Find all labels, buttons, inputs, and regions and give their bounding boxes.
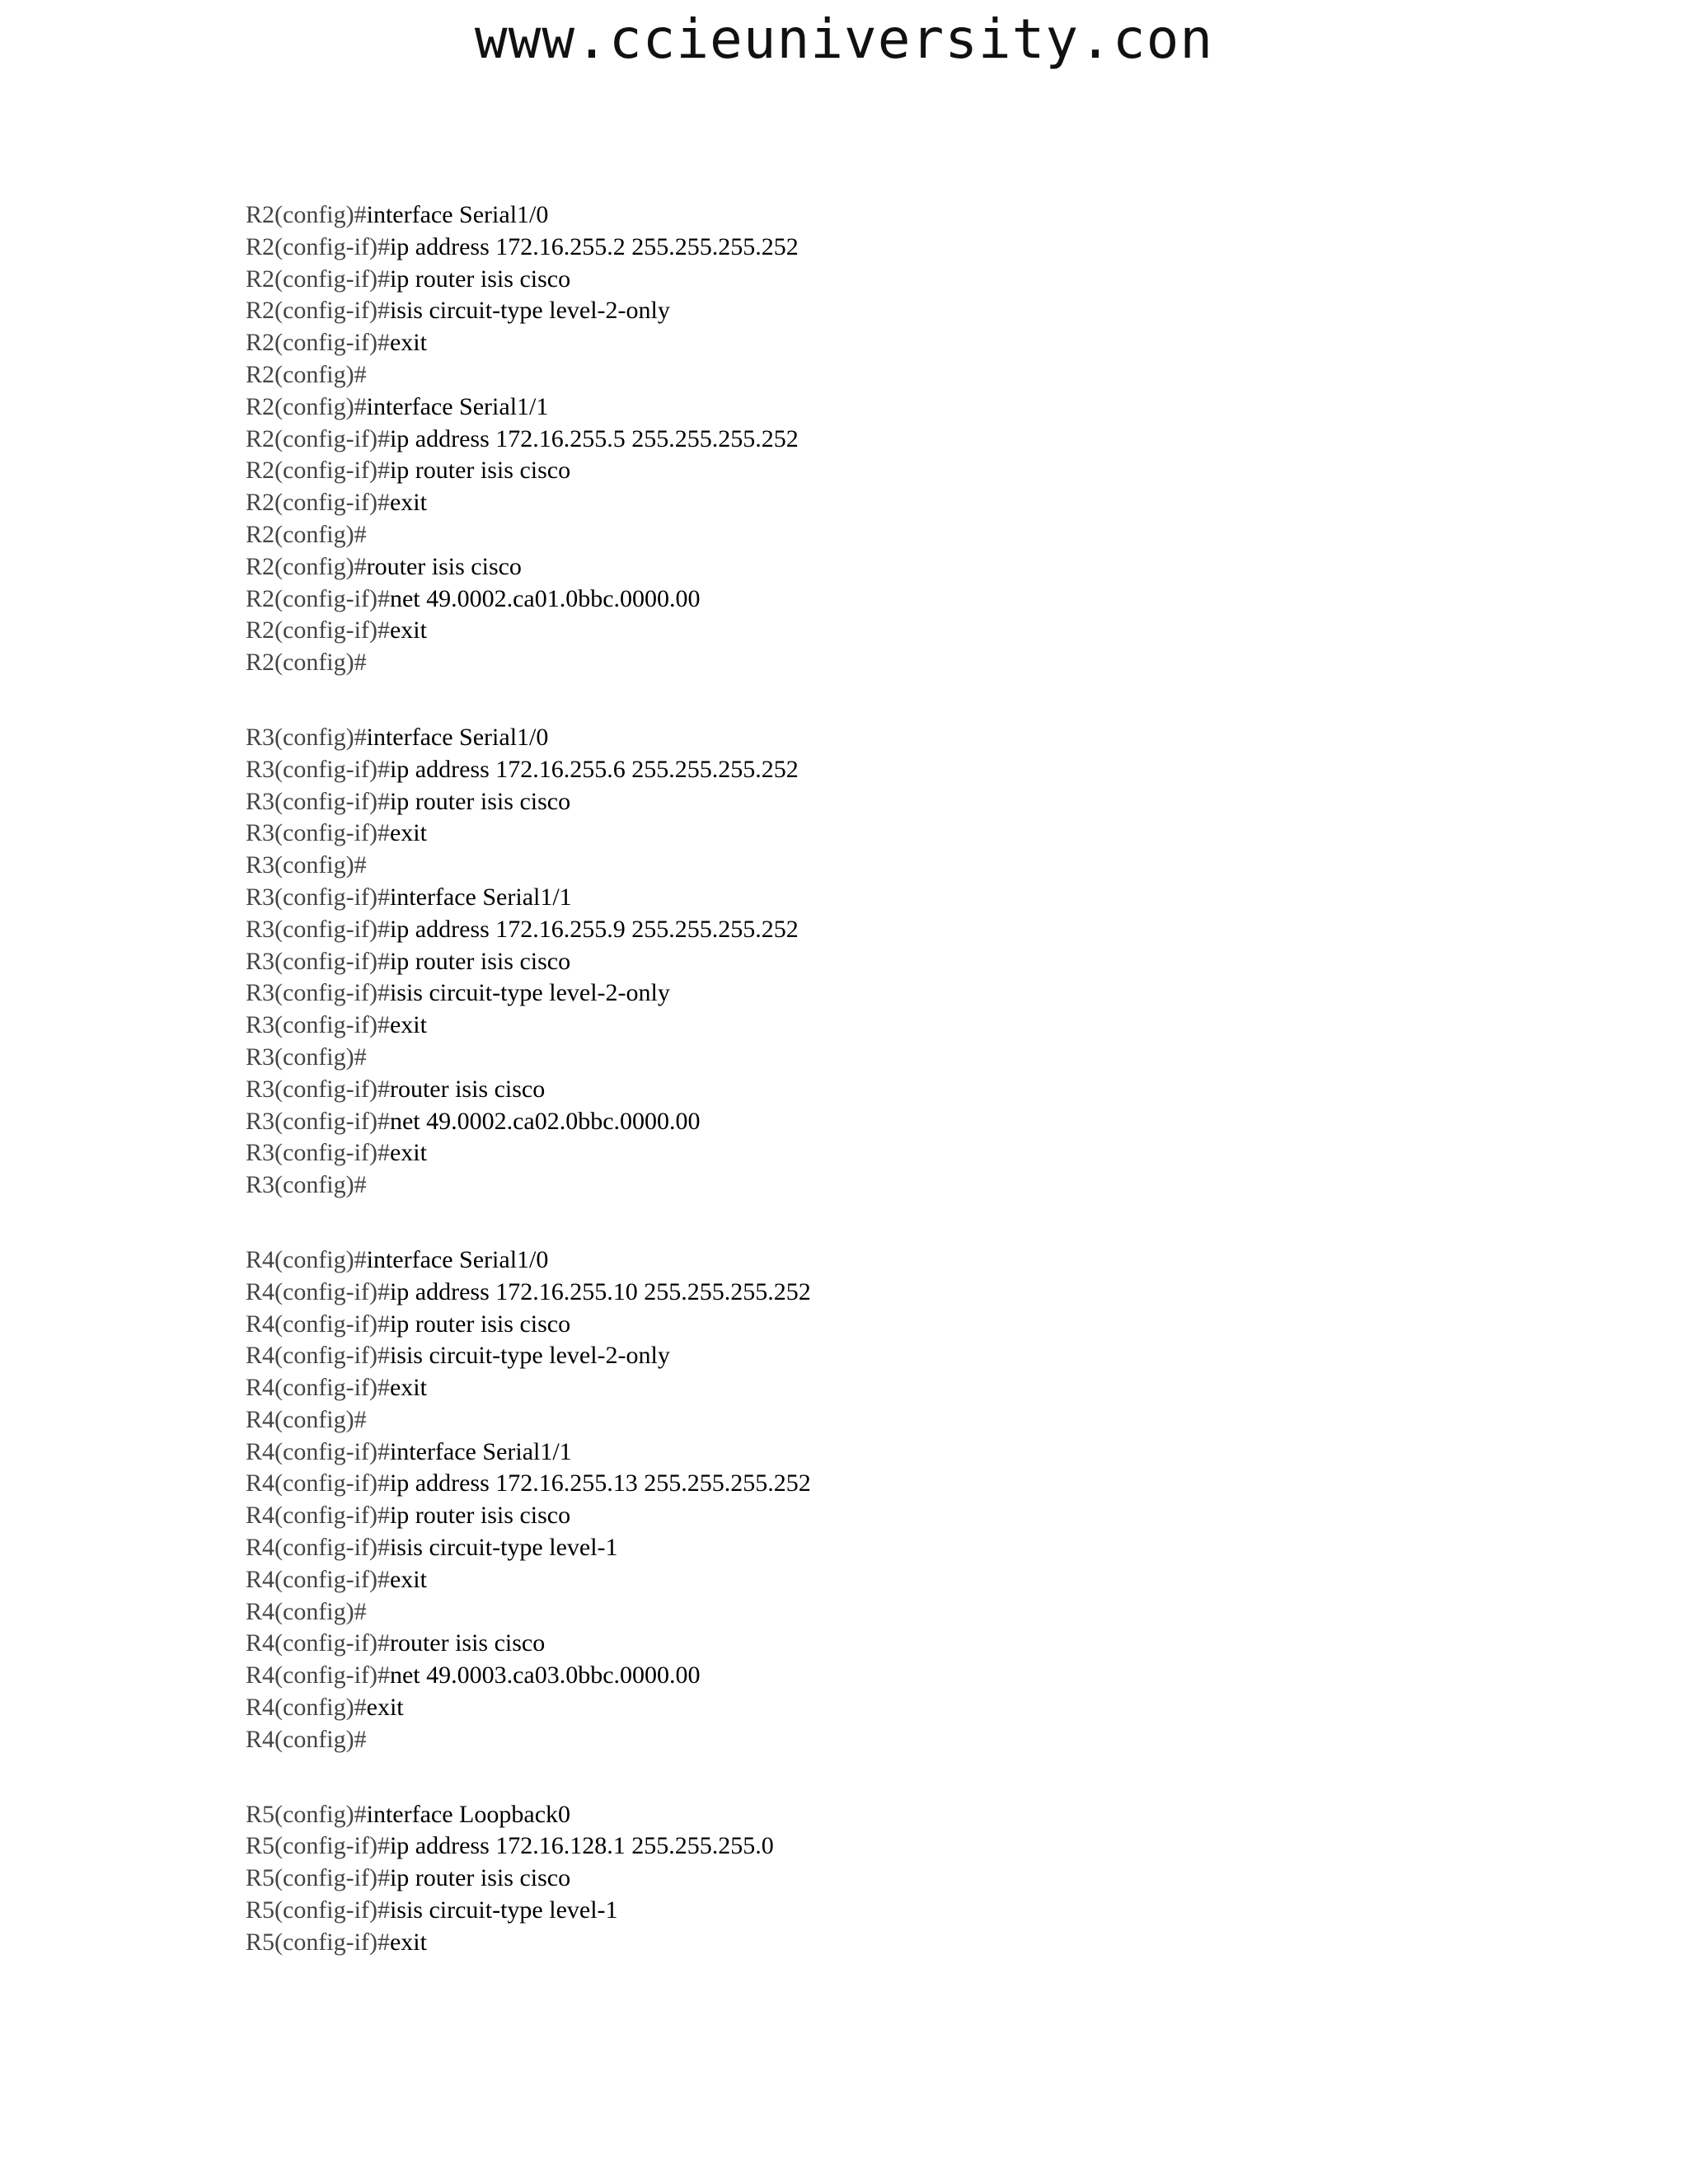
cli-line bbox=[246, 1895, 811, 1927]
cli-line bbox=[246, 295, 811, 327]
cli-command: ip router isis cisco bbox=[389, 1864, 571, 1892]
cli-command: exit bbox=[389, 819, 427, 847]
cli-line bbox=[246, 1830, 811, 1863]
cli-prompt: R2(config)# bbox=[246, 520, 367, 548]
cli-prompt: R3(config-if)# bbox=[246, 755, 390, 783]
cli-prompt: R2(config-if)# bbox=[246, 329, 390, 357]
config-block bbox=[246, 722, 811, 1202]
cli-command: interface Serial1/1 bbox=[389, 1437, 572, 1465]
cli-command: interface Serial1/0 bbox=[366, 1245, 549, 1273]
cli-prompt: R2(config)# bbox=[246, 552, 367, 580]
cli-command: isis circuit-type level-2-only bbox=[389, 297, 670, 325]
cli-prompt: R3(config-if)# bbox=[246, 1139, 390, 1167]
cli-prompt: R3(config)# bbox=[246, 851, 367, 879]
cli-prompt: R2(config-if)# bbox=[246, 265, 390, 293]
cli-prompt: R4(config)# bbox=[246, 1694, 367, 1722]
cli-line bbox=[246, 1169, 811, 1202]
cli-line bbox=[246, 327, 811, 359]
cli-line bbox=[246, 551, 811, 583]
cli-command: ip address 172.16.255.5 255.255.255.252 bbox=[389, 424, 799, 452]
cli-line bbox=[246, 519, 811, 551]
cli-line bbox=[246, 424, 811, 456]
cli-prompt: R2(config-if)# bbox=[246, 489, 390, 517]
cli-command: ip router isis cisco bbox=[389, 947, 571, 975]
cli-command: net 49.0003.ca03.0bbc.0000.00 bbox=[389, 1661, 701, 1690]
cli-prompt: R2(config-if)# bbox=[246, 297, 390, 325]
cli-command: ip address 172.16.255.9 255.255.255.252 bbox=[389, 915, 799, 943]
config-block bbox=[246, 1799, 811, 1959]
cli-command: exit bbox=[389, 1139, 427, 1167]
cli-line bbox=[246, 232, 811, 264]
cli-command: ip address 172.16.255.13 255.255.255.252 bbox=[389, 1469, 811, 1497]
cli-line bbox=[246, 1074, 811, 1106]
cli-command: exit bbox=[389, 616, 427, 644]
cli-prompt: R4(config-if)# bbox=[246, 1565, 390, 1593]
cli-prompt: R4(config-if)# bbox=[246, 1534, 390, 1562]
cli-command: ip router isis cisco bbox=[389, 265, 571, 293]
cli-prompt: R4(config-if)# bbox=[246, 1502, 390, 1530]
cli-prompt: R3(config)# bbox=[246, 723, 367, 751]
cli-prompt: R4(config)# bbox=[246, 1245, 367, 1273]
cli-line bbox=[246, 1724, 811, 1756]
cli-line bbox=[246, 1532, 811, 1564]
cli-command: net 49.0002.ca02.0bbc.0000.00 bbox=[389, 1107, 701, 1135]
cli-prompt: R3(config-if)# bbox=[246, 883, 390, 911]
cli-prompt: R2(config-if)# bbox=[246, 616, 390, 644]
cli-prompt: R2(config-if)# bbox=[246, 457, 390, 485]
cli-line bbox=[246, 615, 811, 647]
cli-line bbox=[246, 1468, 811, 1500]
cli-prompt: R3(config-if)# bbox=[246, 947, 390, 975]
cli-command: exit bbox=[389, 489, 427, 517]
cli-prompt: R3(config)# bbox=[246, 1043, 367, 1071]
cli-command: ip address 172.16.255.6 255.255.255.252 bbox=[389, 755, 799, 783]
cli-line bbox=[246, 914, 811, 946]
config-block bbox=[246, 1244, 811, 1756]
cli-line bbox=[246, 1628, 811, 1660]
cli-line bbox=[246, 1042, 811, 1074]
cli-line bbox=[246, 1010, 811, 1042]
cli-prompt: R5(config-if)# bbox=[246, 1896, 390, 1924]
cli-line bbox=[246, 647, 811, 679]
cli-command: interface Serial1/1 bbox=[389, 883, 572, 911]
cli-line bbox=[246, 1340, 811, 1372]
config-block bbox=[246, 199, 811, 679]
cli-line bbox=[246, 455, 811, 487]
cli-line bbox=[246, 850, 811, 882]
cli-line bbox=[246, 359, 811, 391]
cli-line bbox=[246, 754, 811, 786]
cli-prompt: R4(config-if)# bbox=[246, 1342, 390, 1370]
cli-line bbox=[246, 882, 811, 914]
page-header-url: www.ccieuniversity.con bbox=[474, 7, 1214, 71]
cli-command: router isis cisco bbox=[389, 1629, 546, 1657]
cli-line bbox=[246, 818, 811, 850]
cli-line bbox=[246, 1660, 811, 1692]
cli-prompt: R3(config-if)# bbox=[246, 1107, 390, 1135]
cli-command: exit bbox=[389, 1928, 427, 1956]
cli-prompt: R3(config-if)# bbox=[246, 979, 390, 1007]
cli-prompt: R3(config-if)# bbox=[246, 819, 390, 847]
cli-line bbox=[246, 1137, 811, 1169]
cli-line bbox=[246, 1596, 811, 1629]
cli-line bbox=[246, 1500, 811, 1532]
cli-line bbox=[246, 1863, 811, 1895]
cli-prompt: R2(config)# bbox=[246, 201, 367, 228]
cli-line bbox=[246, 1799, 811, 1831]
cli-prompt: R3(config-if)# bbox=[246, 1011, 390, 1039]
cli-transcript bbox=[246, 199, 811, 2002]
cli-command: isis circuit-type level-1 bbox=[389, 1896, 618, 1924]
cli-prompt: R3(config)# bbox=[246, 1171, 367, 1199]
cli-line bbox=[246, 1927, 811, 1959]
cli-prompt: R3(config-if)# bbox=[246, 1075, 390, 1103]
cli-prompt: R4(config-if)# bbox=[246, 1469, 390, 1497]
cli-command: router isis cisco bbox=[366, 552, 522, 580]
cli-line bbox=[246, 1244, 811, 1277]
cli-prompt: R4(config-if)# bbox=[246, 1277, 390, 1305]
cli-line bbox=[246, 199, 811, 232]
cli-line bbox=[246, 1404, 811, 1436]
cli-line bbox=[246, 487, 811, 519]
cli-prompt: R3(config-if)# bbox=[246, 787, 390, 815]
cli-command: ip address 172.16.255.2 255.255.255.252 bbox=[389, 232, 799, 260]
cli-prompt: R4(config)# bbox=[246, 1597, 367, 1625]
cli-prompt: R2(config)# bbox=[246, 392, 367, 420]
cli-line bbox=[246, 1692, 811, 1724]
cli-command: isis circuit-type level-1 bbox=[389, 1534, 618, 1562]
cli-prompt: R2(config)# bbox=[246, 649, 367, 677]
cli-command: interface Serial1/0 bbox=[366, 201, 549, 228]
cli-line bbox=[246, 391, 811, 424]
cli-prompt: R2(config-if)# bbox=[246, 584, 390, 612]
cli-prompt: R2(config-if)# bbox=[246, 232, 390, 260]
cli-line bbox=[246, 1106, 811, 1138]
cli-command: interface Loopback0 bbox=[366, 1800, 571, 1828]
cli-command: net 49.0002.ca01.0bbc.0000.00 bbox=[389, 584, 701, 612]
cli-command: ip router isis cisco bbox=[389, 457, 571, 485]
cli-prompt: R4(config-if)# bbox=[246, 1661, 390, 1690]
cli-command: exit bbox=[366, 1694, 404, 1722]
cli-command: isis circuit-type level-2-only bbox=[389, 1342, 670, 1370]
cli-command: ip router isis cisco bbox=[389, 1310, 571, 1338]
cli-command: exit bbox=[389, 1374, 427, 1402]
cli-command: exit bbox=[389, 329, 427, 357]
cli-prompt: R5(config-if)# bbox=[246, 1928, 390, 1956]
cli-command: interface Serial1/1 bbox=[366, 392, 549, 420]
cli-line bbox=[246, 1309, 811, 1341]
cli-prompt: R5(config-if)# bbox=[246, 1864, 390, 1892]
cli-command: router isis cisco bbox=[389, 1075, 546, 1103]
cli-command: isis circuit-type level-2-only bbox=[389, 979, 670, 1007]
cli-prompt: R3(config-if)# bbox=[246, 915, 390, 943]
cli-prompt: R5(config)# bbox=[246, 1800, 367, 1828]
cli-prompt: R4(config-if)# bbox=[246, 1310, 390, 1338]
cli-prompt: R4(config)# bbox=[246, 1725, 367, 1753]
cli-prompt: R2(config-if)# bbox=[246, 424, 390, 452]
cli-line bbox=[246, 977, 811, 1010]
cli-command: exit bbox=[389, 1565, 427, 1593]
cli-line bbox=[246, 722, 811, 754]
cli-prompt: R4(config-if)# bbox=[246, 1437, 390, 1465]
cli-line bbox=[246, 786, 811, 818]
cli-line bbox=[246, 946, 811, 978]
cli-prompt: R4(config-if)# bbox=[246, 1629, 390, 1657]
cli-command: ip router isis cisco bbox=[389, 1502, 571, 1530]
cli-line bbox=[246, 583, 811, 616]
cli-command: interface Serial1/0 bbox=[366, 723, 549, 751]
cli-prompt: R4(config-if)# bbox=[246, 1374, 390, 1402]
cli-command: ip router isis cisco bbox=[389, 787, 571, 815]
cli-command: ip address 172.16.128.1 255.255.255.0 bbox=[389, 1832, 774, 1860]
cli-line bbox=[246, 1436, 811, 1469]
cli-prompt: R4(config)# bbox=[246, 1405, 367, 1433]
cli-line bbox=[246, 1277, 811, 1309]
cli-command: exit bbox=[389, 1011, 427, 1039]
cli-line bbox=[246, 1372, 811, 1404]
cli-prompt: R2(config)# bbox=[246, 360, 367, 388]
cli-line bbox=[246, 1564, 811, 1596]
cli-prompt: R5(config-if)# bbox=[246, 1832, 390, 1860]
cli-line bbox=[246, 264, 811, 296]
cli-command: ip address 172.16.255.10 255.255.255.252 bbox=[389, 1277, 811, 1305]
